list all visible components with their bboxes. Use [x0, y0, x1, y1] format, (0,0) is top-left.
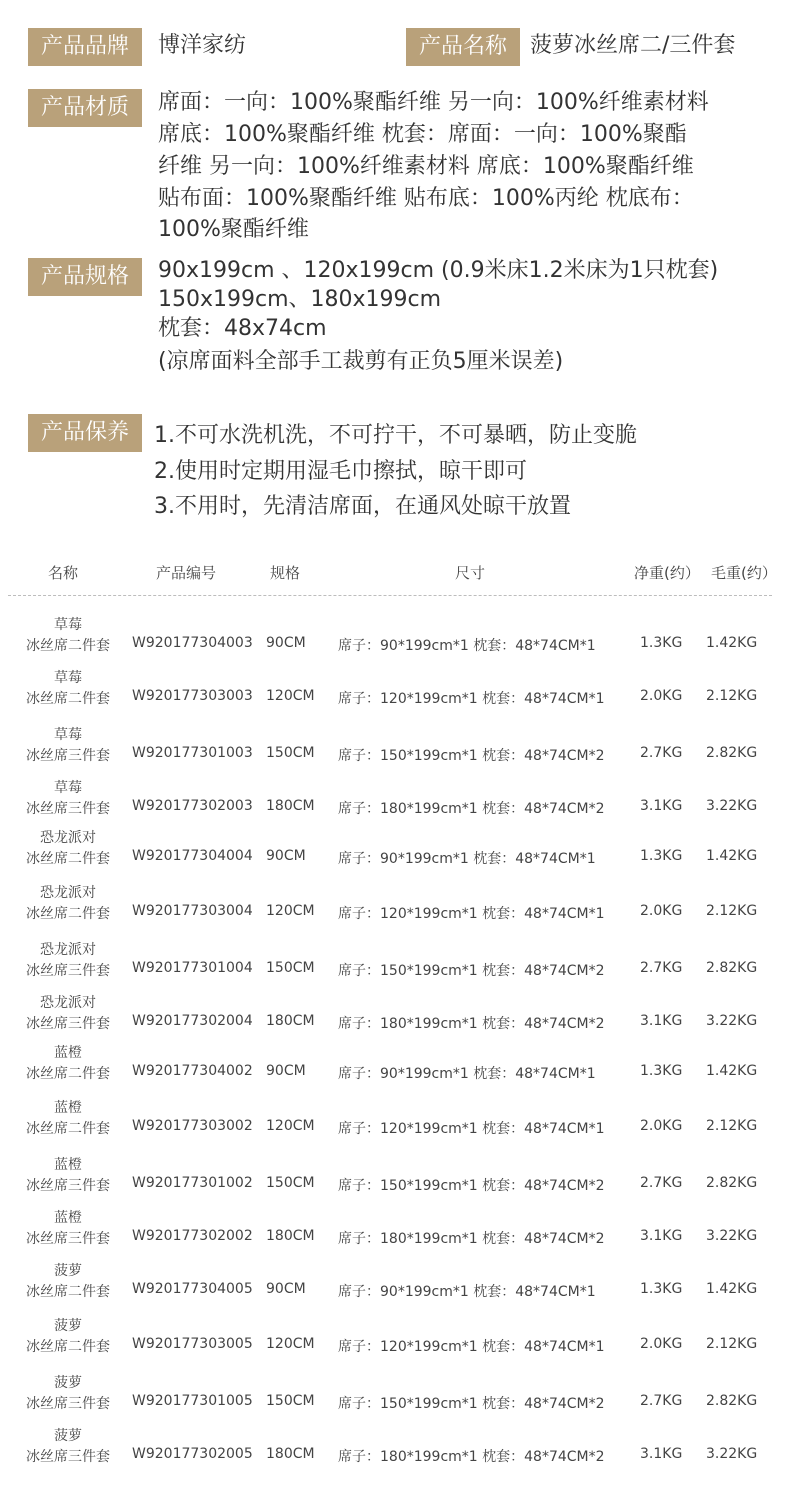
cell-code: W920177302004 — [132, 1013, 253, 1029]
header-code: 产品编号 — [156, 564, 217, 582]
table-row — [0, 941, 790, 987]
material-line-5: 100%聚酯纤维 — [158, 217, 309, 242]
cell-code: W920177301003 — [132, 745, 253, 761]
cell-code: W920177303005 — [132, 1336, 253, 1352]
table-row — [0, 726, 790, 772]
cell-name-pattern: 蓝橙 — [54, 1100, 82, 1116]
cell-spec: 150CM — [266, 745, 315, 761]
cell-gross-weight: 1.42KG — [706, 1063, 758, 1079]
care-line-2: 2.使用时定期用湿毛巾擦拭，晾干即可 — [154, 459, 527, 484]
cell-name-set: 冰丝席二件套 — [26, 1339, 110, 1355]
brand-tag: 产品品牌 — [28, 28, 142, 66]
header-gross-weight: 毛重(约） — [711, 564, 777, 582]
cell-name-pattern: 蓝橙 — [54, 1045, 82, 1061]
cell-code: W920177303003 — [132, 688, 253, 704]
cell-code: W920177304003 — [132, 635, 253, 651]
cell-net-weight: 3.1KG — [640, 1228, 683, 1244]
header-net-weight: 净重(约） — [634, 564, 700, 582]
cell-net-weight: 2.0KG — [640, 688, 683, 704]
cell-code: W920177301004 — [132, 960, 253, 976]
cell-net-weight: 2.0KG — [640, 1118, 683, 1134]
table-row — [0, 1317, 790, 1363]
table-row — [0, 1427, 790, 1473]
cell-gross-weight: 3.22KG — [706, 1228, 758, 1244]
cell-spec: 120CM — [266, 1336, 315, 1352]
header-spec: 规格 — [270, 564, 301, 582]
care-line-3: 3.不用时，先清洁席面，在通风处晾干放置 — [154, 494, 571, 519]
cell-net-weight: 2.7KG — [640, 1393, 683, 1409]
cell-net-weight: 1.3KG — [640, 1281, 683, 1297]
cell-spec: 180CM — [266, 1013, 315, 1029]
cell-code: W920177304004 — [132, 848, 253, 864]
care-line-1: 1.不可水洗机洗，不可拧干，不可暴晒，防止变脆 — [154, 423, 637, 448]
cell-name-pattern: 草莓 — [54, 617, 82, 633]
cell-spec: 150CM — [266, 1175, 315, 1191]
table-row — [0, 1209, 790, 1255]
header-name: 名称 — [48, 564, 79, 582]
cell-name-set: 冰丝席二件套 — [26, 691, 110, 707]
cell-spec: 90CM — [266, 1281, 306, 1297]
cell-spec: 150CM — [266, 1393, 315, 1409]
material-line-2: 席底：100%聚酯纤维 枕套：席面：一向：100%聚酯 — [158, 122, 687, 147]
table-row — [0, 1262, 790, 1308]
cell-name-pattern: 恐龙派对 — [40, 830, 96, 846]
material-line-1: 席面：一向：100%聚酯纤维 另一向：100%纤维素材料 — [158, 90, 709, 115]
table-row — [0, 669, 790, 715]
product-name-value: 菠萝冰丝席二/三件套 — [530, 33, 736, 58]
cell-gross-weight: 2.82KG — [706, 745, 758, 761]
cell-size: 席子：120*199cm*1 枕套：48*74CM*1 — [338, 1121, 605, 1137]
cell-name-pattern: 蓝橙 — [54, 1210, 82, 1226]
product-name-tag: 产品名称 — [406, 28, 520, 66]
cell-name-pattern: 草莓 — [54, 670, 82, 686]
cell-size: 席子：180*199cm*1 枕套：48*74CM*2 — [338, 1449, 605, 1465]
cell-code: W920177301002 — [132, 1175, 253, 1191]
cell-size: 席子：90*199cm*1 枕套：48*74CM*1 — [338, 1284, 596, 1300]
material-tag: 产品材质 — [28, 89, 142, 127]
cell-gross-weight: 1.42KG — [706, 1281, 758, 1297]
cell-net-weight: 3.1KG — [640, 1446, 683, 1462]
cell-spec: 120CM — [266, 903, 315, 919]
cell-net-weight: 2.7KG — [640, 745, 683, 761]
cell-size: 席子：180*199cm*1 枕套：48*74CM*2 — [338, 801, 605, 817]
cell-code: W920177304005 — [132, 1281, 253, 1297]
cell-name-pattern: 恐龙派对 — [40, 885, 96, 901]
cell-name-set: 冰丝席二件套 — [26, 851, 110, 867]
cell-code: W920177302005 — [132, 1446, 253, 1462]
cell-net-weight: 3.1KG — [640, 798, 683, 814]
cell-size: 席子：150*199cm*1 枕套：48*74CM*2 — [338, 963, 605, 979]
cell-code: W920177304002 — [132, 1063, 253, 1079]
cell-net-weight: 2.0KG — [640, 903, 683, 919]
cell-size: 席子：120*199cm*1 枕套：48*74CM*1 — [338, 1339, 605, 1355]
cell-spec: 180CM — [266, 798, 315, 814]
cell-code: W920177302003 — [132, 798, 253, 814]
cell-name-set: 冰丝席三件套 — [26, 1178, 110, 1194]
cell-name-pattern: 草莓 — [54, 727, 82, 743]
cell-size: 席子：120*199cm*1 枕套：48*74CM*1 — [338, 906, 605, 922]
cell-spec: 90CM — [266, 848, 306, 864]
cell-name-set: 冰丝席三件套 — [26, 1449, 110, 1465]
cell-spec: 120CM — [266, 1118, 315, 1134]
cell-size: 席子：90*199cm*1 枕套：48*74CM*1 — [338, 638, 596, 654]
cell-spec: 180CM — [266, 1228, 315, 1244]
cell-size: 席子：90*199cm*1 枕套：48*74CM*1 — [338, 1066, 596, 1082]
cell-name-pattern: 菠萝 — [54, 1375, 82, 1391]
spec-line-4: (凉席面料全部手工裁剪有正负5厘米误差) — [158, 349, 564, 374]
cell-size: 席子：90*199cm*1 枕套：48*74CM*1 — [338, 851, 596, 867]
cell-spec: 150CM — [266, 960, 315, 976]
cell-spec: 90CM — [266, 1063, 306, 1079]
table-row — [0, 1156, 790, 1202]
cell-net-weight: 2.7KG — [640, 960, 683, 976]
header-size: 尺寸 — [455, 564, 486, 582]
cell-name-pattern: 菠萝 — [54, 1318, 82, 1334]
cell-name-set: 冰丝席三件套 — [26, 1396, 110, 1412]
cell-name-set: 冰丝席二件套 — [26, 1284, 110, 1300]
material-line-4: 贴布面：100%聚酯纤维 贴布底：100%丙纶 枕底布： — [158, 186, 694, 211]
table-row — [0, 616, 790, 662]
cell-gross-weight: 2.12KG — [706, 1336, 758, 1352]
table-row — [0, 779, 790, 825]
cell-name-set: 冰丝席三件套 — [26, 801, 110, 817]
table-row — [0, 1099, 790, 1145]
cell-name-pattern: 恐龙派对 — [40, 942, 96, 958]
cell-spec: 90CM — [266, 635, 306, 651]
cell-size: 席子：150*199cm*1 枕套：48*74CM*2 — [338, 1178, 605, 1194]
cell-net-weight: 1.3KG — [640, 635, 683, 651]
cell-name-set: 冰丝席二件套 — [26, 1066, 110, 1082]
cell-net-weight: 1.3KG — [640, 848, 683, 864]
spec-tag: 产品规格 — [28, 258, 142, 296]
cell-name-pattern: 菠萝 — [54, 1428, 82, 1444]
cell-gross-weight: 2.82KG — [706, 960, 758, 976]
cell-net-weight: 3.1KG — [640, 1013, 683, 1029]
spec-line-3: 枕套：48x74cm — [158, 316, 327, 341]
cell-name-pattern: 恐龙派对 — [40, 995, 96, 1011]
cell-size: 席子：150*199cm*1 枕套：48*74CM*2 — [338, 748, 605, 764]
cell-name-set: 冰丝席二件套 — [26, 638, 110, 654]
cell-net-weight: 1.3KG — [640, 1063, 683, 1079]
cell-gross-weight: 3.22KG — [706, 1446, 758, 1462]
cell-name-pattern: 菠萝 — [54, 1263, 82, 1279]
cell-code: W920177301005 — [132, 1393, 253, 1409]
cell-name-set: 冰丝席二件套 — [26, 1121, 110, 1137]
cell-size: 席子：180*199cm*1 枕套：48*74CM*2 — [338, 1231, 605, 1247]
cell-name-set: 冰丝席二件套 — [26, 906, 110, 922]
cell-size: 席子：180*199cm*1 枕套：48*74CM*2 — [338, 1016, 605, 1032]
cell-spec: 180CM — [266, 1446, 315, 1462]
cell-name-set: 冰丝席三件套 — [26, 1016, 110, 1032]
cell-gross-weight: 3.22KG — [706, 798, 758, 814]
cell-code: W920177302002 — [132, 1228, 253, 1244]
cell-gross-weight: 2.82KG — [706, 1393, 758, 1409]
table-row — [0, 1044, 790, 1090]
care-tag: 产品保养 — [28, 414, 142, 452]
cell-name-pattern: 蓝橙 — [54, 1157, 82, 1173]
cell-gross-weight: 2.12KG — [706, 1118, 758, 1134]
cell-gross-weight: 2.12KG — [706, 688, 758, 704]
cell-name-pattern: 草莓 — [54, 780, 82, 796]
cell-name-set: 冰丝席三件套 — [26, 963, 110, 979]
spec-line-1: 90x199cm 、120x199cm (0.9米床1.2米床为1只枕套) — [158, 258, 719, 283]
cell-size: 席子：150*199cm*1 枕套：48*74CM*2 — [338, 1396, 605, 1412]
cell-gross-weight: 1.42KG — [706, 635, 758, 651]
header-divider — [8, 595, 772, 596]
cell-gross-weight: 2.82KG — [706, 1175, 758, 1191]
material-line-3: 纤维 另一向：100%纤维素材料 席底：100%聚酯纤维 — [158, 154, 694, 179]
cell-net-weight: 2.0KG — [640, 1336, 683, 1352]
table-row — [0, 994, 790, 1040]
cell-code: W920177303002 — [132, 1118, 253, 1134]
cell-code: W920177303004 — [132, 903, 253, 919]
cell-name-set: 冰丝席三件套 — [26, 748, 110, 764]
table-row — [0, 1374, 790, 1420]
table-row — [0, 829, 790, 875]
cell-net-weight: 2.7KG — [640, 1175, 683, 1191]
cell-spec: 120CM — [266, 688, 315, 704]
brand-value: 博洋家纺 — [158, 33, 247, 58]
cell-name-set: 冰丝席三件套 — [26, 1231, 110, 1247]
cell-gross-weight: 2.12KG — [706, 903, 758, 919]
cell-gross-weight: 3.22KG — [706, 1013, 758, 1029]
table-row — [0, 884, 790, 930]
cell-gross-weight: 1.42KG — [706, 848, 758, 864]
spec-line-2: 150x199cm、180x199cm — [158, 287, 442, 312]
cell-size: 席子：120*199cm*1 枕套：48*74CM*1 — [338, 691, 605, 707]
